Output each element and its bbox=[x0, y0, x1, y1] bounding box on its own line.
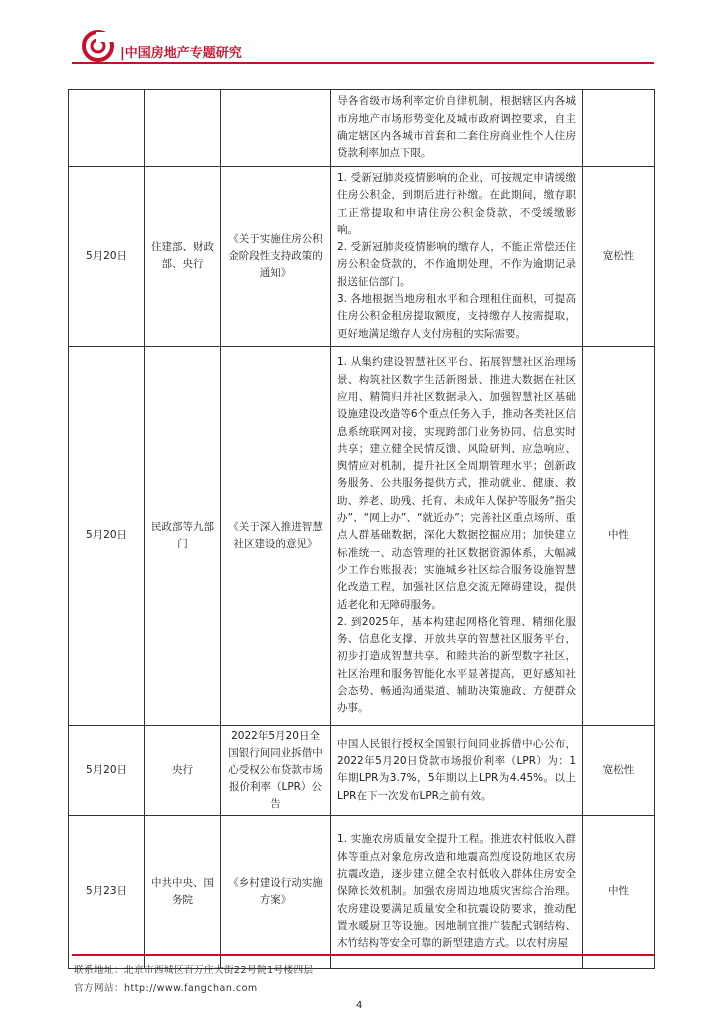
policy-cell: 《关于深入推进智慧社区建设的意见》 bbox=[221, 346, 331, 725]
content-paragraph: 2. 受新冠肺炎疫情影响的缴存人，不能正常偿还住房公积金贷款的，不作逾期处理，不作为逾期记录报送征信部门。 bbox=[337, 241, 576, 288]
date-cell: 5月23日 bbox=[69, 815, 145, 968]
nature-cell: 宽松性 bbox=[583, 167, 655, 347]
table-row bbox=[69, 725, 655, 815]
content-cell bbox=[331, 815, 583, 968]
content-paragraph: 3. 各地根据当地房租水平和合理租住面积，可提高住房公积金租房提取额度，支持缴存人按需提取，更好地满足缴存人支付房租的实际需要。 bbox=[337, 293, 576, 340]
date-cell bbox=[69, 90, 145, 167]
content-paragraph: 中国人民银行授权全国银行间同业拆借中心公布，2022年5月20日贷款市场报价利率（LPR）为：1年期LPR为3.7%，5年期以上LPR为4.45%。以上LPR在下一次发布LPR之前有效。 bbox=[337, 737, 576, 802]
issuer-cell: 央行 bbox=[145, 725, 221, 815]
footer-website: 官方网站：http://www.fangchan.com bbox=[74, 983, 258, 994]
content-cell bbox=[331, 346, 583, 725]
date-cell: 5月20日 bbox=[69, 725, 145, 815]
content-paragraph: 1. 实施农房质量安全提升工程。推进农村低收入群体等重点对象危房改造和地震高烈度设防地区农房抗震改造，逐步建立健全农村低收入群体住房安全保障长效机制。加强农房周边地质灾害综合治理。农房建设要满足质量安全和抗震设防要求，推动配置水暖厨卫等设施。因地制宜推广装配式钢结构、木竹结构等安全可靠的新型建造方式。以农村房屋 bbox=[337, 833, 576, 950]
issuer-cell: 住建部、财政部、央行 bbox=[145, 167, 221, 347]
content-paragraph: 导各省级市场利率定价自律机制，根据辖区内各城市房地产市场形势变化及城市政府调控要求，自主确定辖区内各城市首套和二套住房商业性个人住房贷款利率加点下限。 bbox=[337, 95, 576, 160]
issuer-cell: 民政部等九部门 bbox=[145, 346, 221, 725]
content-paragraph: 1. 从集约建设智慧社区平台、拓展智慧社区治理场景、构筑社区数字生活新图景、推进大数据在社区应用、精简归并社区数据录入、加强智慧社区基础设施建设改造等6个重点任务入手，推动各类社区信息系统联网对接，实现跨部门业务协同、信息实时共享；建立健全民情反馈、风险研判、应急响应、舆情应对机制，提升社区全周期管理水平；创新政务服务、公共服务提供方式，推动就业、健康、救助、养老、助残、托育、未成年人保护等服务“指尖办”、“网上办”、“就近办”；完善社区重点场所、重点人群基础数据，深化大数据挖掘应用；加快建立标准统一、动态管理的社区数据资源体系，大幅减少工作台账报表；实施城乡社区综合服务设施智慧化改造工程，加强社区信息交流无障碍建设，提供适老化和无障碍服务。 bbox=[337, 356, 576, 611]
policy-cell: 《关于实施住房公积金阶段性支持政策的通知》 bbox=[221, 167, 331, 347]
content-cell bbox=[331, 90, 583, 167]
nature-cell bbox=[583, 90, 655, 167]
table-row bbox=[69, 90, 655, 167]
policy-cell bbox=[221, 90, 331, 167]
logo-icon bbox=[82, 30, 114, 62]
content-cell bbox=[331, 167, 583, 347]
policy-table bbox=[68, 89, 655, 969]
table-row bbox=[69, 346, 655, 725]
policy-cell: 2022年5月20日全国银行间同业拆借中心受权公布贷款市场报价利率（LPR）公告 bbox=[221, 725, 331, 815]
footer-address: 联系地址：北京市西城区百万庄大街22号院1号楼四层 bbox=[74, 965, 314, 976]
nature-cell: 中性 bbox=[583, 346, 655, 725]
content-paragraph: 2. 到2025年，基本构建起网格化管理、精细化服务、信息化支撑、开放共享的智慧社区服务平台，初步打造成智慧共享、和睦共治的新型数字社区，社区治理和服务智能化水平显著提高，更好感知社会态势、畅通沟通渠道、辅助决策施政、方便群众办事。 bbox=[337, 615, 576, 715]
table-row bbox=[69, 815, 655, 968]
issuer-cell bbox=[145, 90, 221, 167]
footer-divider bbox=[72, 954, 654, 956]
content-cell bbox=[331, 725, 583, 815]
date-cell: 5月20日 bbox=[69, 346, 145, 725]
page-number: 4 bbox=[356, 1000, 363, 1011]
issuer-cell: 中共中央、国务院 bbox=[145, 815, 221, 968]
content-paragraph: 1. 受新冠肺炎疫情影响的企业，可按规定申请缓缴住房公积金，到期后进行补缴。在此期间，缴存职工正常提取和申请住房公积金贷款，不受缓缴影响。 bbox=[337, 172, 576, 236]
header-divider bbox=[72, 62, 654, 64]
table-row bbox=[69, 167, 655, 347]
nature-cell: 宽松性 bbox=[583, 725, 655, 815]
nature-cell: 中性 bbox=[583, 815, 655, 968]
policy-cell: 《乡村建设行动实施方案》 bbox=[221, 815, 331, 968]
date-cell: 5月20日 bbox=[69, 167, 145, 347]
brand-title: |中国房地产专题研究 bbox=[120, 46, 242, 61]
